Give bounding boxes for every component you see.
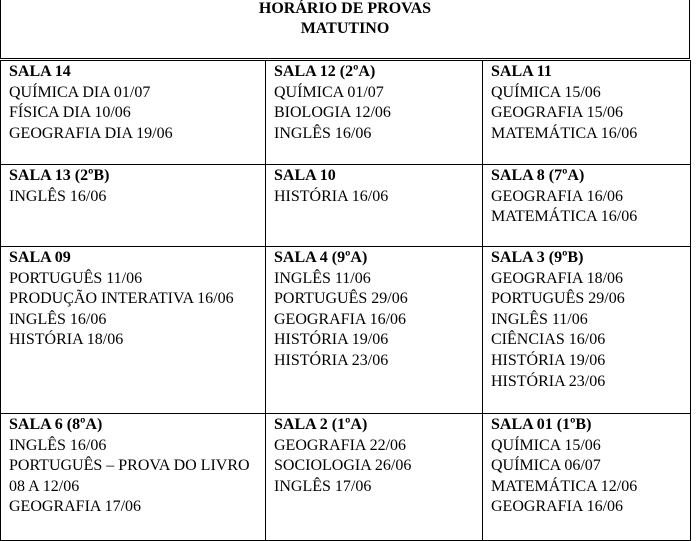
exam-entry: MATEMÁTICA 16/06 xyxy=(491,208,638,226)
exam-entry: QUÍMICA 06/07 xyxy=(491,457,601,475)
exam-entry: GEOGRAFIA 17/06 xyxy=(9,498,142,516)
exam-entry: GEOGRAFIA DIA 19/06 xyxy=(9,124,173,142)
room-cell xyxy=(266,61,483,165)
room-cell xyxy=(1,165,266,247)
table-row xyxy=(1,61,691,165)
room-name: SALA 14 xyxy=(9,63,71,80)
table-row xyxy=(1,165,691,247)
schedule-header xyxy=(0,0,690,59)
exam-entry: HISTÓRIA 19/06 xyxy=(274,331,389,349)
table-row xyxy=(1,247,691,414)
room-name: SALA 3 (9ºB) xyxy=(491,249,584,266)
room-cell xyxy=(483,61,691,165)
room-cell xyxy=(483,247,691,414)
room-name: SALA 11 xyxy=(491,63,552,80)
room-name: SALA 4 (9ºA) xyxy=(274,249,368,266)
room-name: SALA 09 xyxy=(9,249,71,266)
exam-entry: CIÊNCIAS 16/06 xyxy=(491,331,606,349)
room-name: SALA 13 (2ºB) xyxy=(9,167,110,184)
room-cell xyxy=(483,414,691,541)
exam-entry: INGLÊS 11/06 xyxy=(491,310,588,328)
exam-entry: INGLÊS 16/06 xyxy=(274,124,372,142)
room-name: SALA 10 xyxy=(274,167,336,184)
table-row xyxy=(1,414,691,541)
room-name: SALA 6 (8ºA) xyxy=(9,416,103,433)
exam-entry: QUÍMICA DIA 01/07 xyxy=(9,83,151,101)
schedule-shift: MATUTINO xyxy=(300,20,390,37)
exam-entry: BIOLOGIA 12/06 xyxy=(274,104,391,122)
exam-entry: GEOGRAFIA 18/06 xyxy=(491,269,624,287)
exam-entry: PORTUGUÊS 11/06 xyxy=(9,269,143,287)
exam-entry: HISTÓRIA 23/06 xyxy=(274,351,389,369)
exam-entry: MATEMÁTICA 12/06 xyxy=(491,477,638,495)
exam-entry: FÍSICA DIA 10/06 xyxy=(9,104,131,122)
room-cell xyxy=(266,414,483,541)
exam-entry: PORTUGUÊS 29/06 xyxy=(491,290,625,308)
exam-entry: HISTÓRIA 18/06 xyxy=(9,331,124,349)
exam-entry: HISTÓRIA 16/06 xyxy=(274,187,389,205)
room-cell xyxy=(1,61,266,165)
exam-entry: INGLÊS 11/06 xyxy=(274,269,371,287)
room-schedule-table xyxy=(0,60,691,541)
exam-entry: GEOGRAFIA 15/06 xyxy=(491,104,624,122)
exam-entry: GEOGRAFIA 16/06 xyxy=(274,310,407,328)
exam-entry: PRODUÇÃO INTERATIVA 16/06 xyxy=(9,290,234,308)
exam-entry: PORTUGUÊS 29/06 xyxy=(274,290,408,308)
exam-entry: INGLÊS 16/06 xyxy=(9,310,107,328)
room-cell xyxy=(1,414,266,541)
exam-entry: INGLÊS 16/06 xyxy=(9,436,107,454)
exam-entry: PORTUGUÊS – PROVA DO LIVRO 08 A 12/06 xyxy=(9,457,250,495)
schedule-title: HORÁRIO DE PROVAS xyxy=(258,0,432,17)
exam-entry: GEOGRAFIA 16/06 xyxy=(491,187,624,205)
exam-entry: INGLÊS 16/06 xyxy=(9,187,107,205)
exam-entry: HISTÓRIA 23/06 xyxy=(491,372,606,390)
exam-entry: QUÍMICA 15/06 xyxy=(491,83,601,101)
room-name: SALA 2 (1ºA) xyxy=(274,416,368,433)
exam-entry: QUÍMICA 15/06 xyxy=(491,436,601,454)
exam-entry: QUÍMICA 01/07 xyxy=(274,83,384,101)
room-name: SALA 8 (7ºA) xyxy=(491,167,585,184)
exam-entry: GEOGRAFIA 16/06 xyxy=(491,498,624,516)
room-name: SALA 12 (2ºA) xyxy=(274,63,376,80)
exam-entry: GEOGRAFIA 22/06 xyxy=(274,436,407,454)
room-name: SALA 01 (1ºB) xyxy=(491,416,592,433)
room-cell xyxy=(266,165,483,247)
exam-entry: HISTÓRIA 19/06 xyxy=(491,351,606,369)
room-cell xyxy=(483,165,691,247)
exam-entry: SOCIOLOGIA 26/06 xyxy=(274,457,412,475)
exam-entry: MATEMÁTICA 16/06 xyxy=(491,124,638,142)
exam-entry: INGLÊS 17/06 xyxy=(274,477,372,495)
room-cell xyxy=(1,247,266,414)
room-cell xyxy=(266,247,483,414)
